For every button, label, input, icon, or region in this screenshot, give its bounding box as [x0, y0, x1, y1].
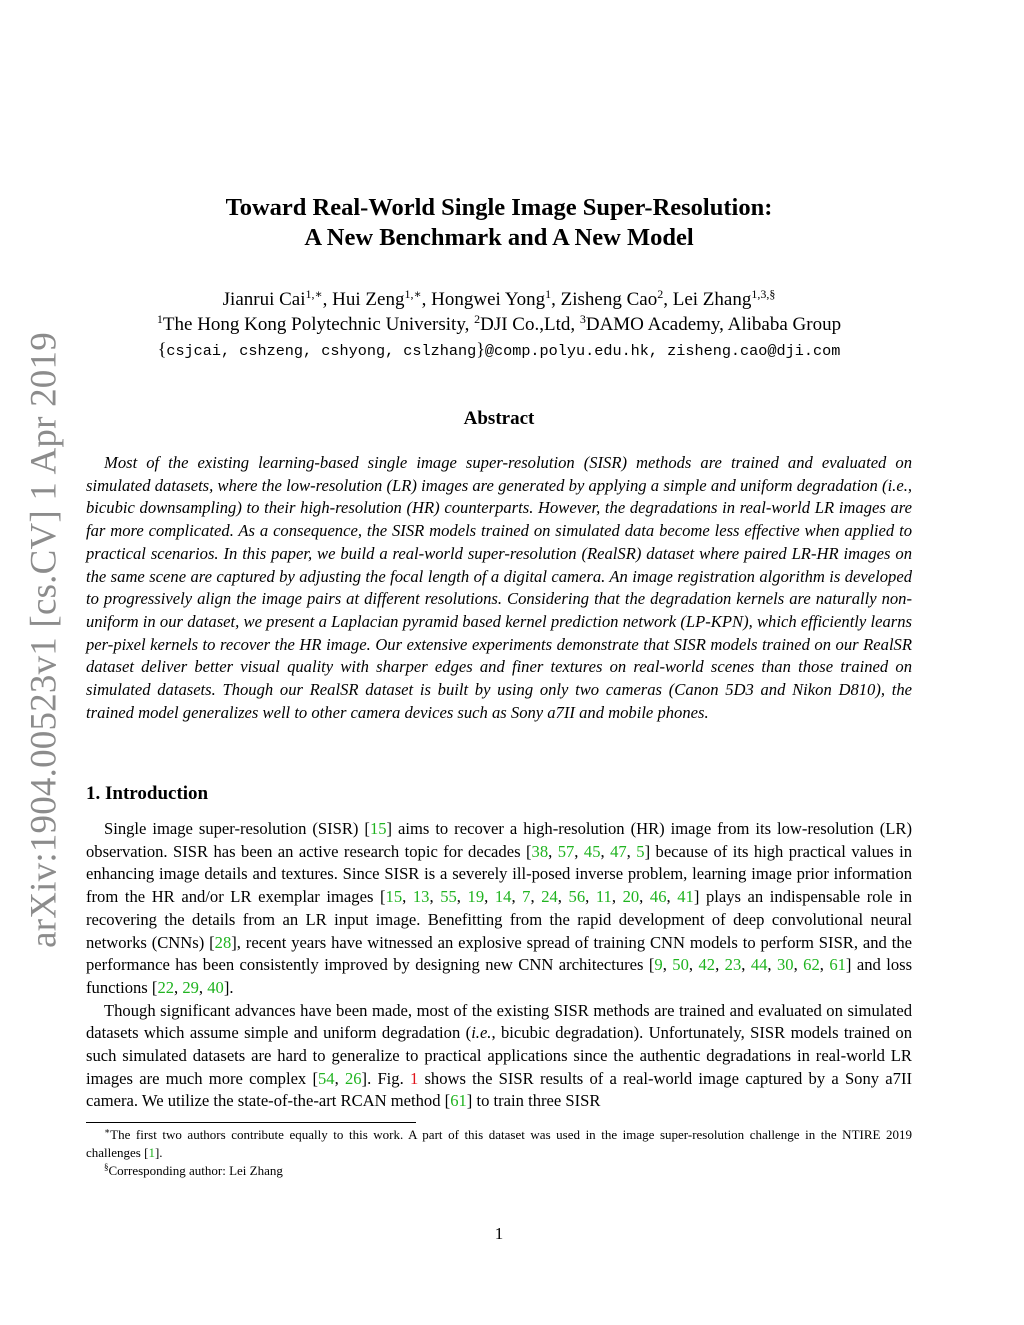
body-text: , [174, 977, 183, 997]
body-text: ]. Fig. [361, 1068, 410, 1088]
footnotes [86, 1126, 912, 1180]
author-affil-mark: 2 [657, 287, 664, 301]
affiliation: DAMO Academy, Alibaba Group [585, 314, 842, 335]
author-name: Zisheng Cao [560, 289, 658, 310]
citation-link[interactable]: 15 [385, 887, 403, 907]
email-users: csjcai, cshzeng, cshyong, cslzhang [166, 342, 477, 360]
body-text: , [600, 841, 611, 861]
abstract-text: Most of the existing learning-based single image super-resolution (SISR) methods are trained and evaluated on simulated datasets, where the low-resolution (LR) images are generated by applying a simple and uniform degradation (i.e., bicubic downsampling) to their high-resolution (HR) counterparts. However, the degradations in real-world LR images are far more complicated. As a consequence, the SISR models trained on simulated data become less effective when applied to practical scenarios. In this paper, we build a real-world super-resolution (RealSR) dataset where paired LR-HR images on the same scene are captured by adjusting the focal length of a digital camera. An image registration algorithm is developed to progressively align the image pairs at different resolutions. Considering that the degradation kernels are naturally non-uniform in our dataset, we present a Laplacian pyramid based kernel prediction network (LP-KPN), which efficiently learns per-pixel kernels to recover the HR image. Our extensive experiments demonstrate that SISR models trained on our RealSR dataset deliver better visual quality with sharper edges and finer textures on real-world scenes than those trained on simulated datasets. Though our RealSR dataset is built by using only two cameras (Canon 5D3 and Nikon D810), the trained model generalizes well to other camera devices such as Sony a7II and mobile phones. [86, 453, 912, 722]
body-text: Single image super-resolution (SISR) [ [104, 819, 370, 838]
body-text: , [793, 955, 804, 975]
body-text: , bicubic degradation). Unfortunately, SISR models trained on such simulated datasets are hard to generalize to practical applications since the authentic degradations in real-world LR images are much more complex [ [86, 1023, 912, 1088]
body-text: ] and loss functions [ [86, 955, 913, 997]
citation-link[interactable]: 22 [157, 977, 175, 997]
body-text: , [819, 955, 830, 975]
body-text: , [548, 841, 558, 861]
body-text: , [767, 955, 777, 975]
body-text: ], recent years have witnessed an explosive spread of training CNN models to perform SISR, and the performance has been consistently improved by designing new CNN architectures [ [86, 932, 912, 975]
author-affil-mark: 1 [545, 287, 552, 301]
author-list: Jianrui Cai$^{1,∗}$, Hui Zeng$^{1,∗}$, Hongwei Yong$^1$, Zisheng Cao$^2$, Lei Zhang$^{1,3,\S}$ [222, 287, 776, 310]
introduction-heading: 1. Introduction [86, 783, 209, 804]
email-domains: @comp.polyu.edu.hk, zisheng.cao@dji.com [484, 342, 841, 360]
body-text: , [557, 887, 569, 907]
email-close-brace: } [476, 339, 485, 359]
author-block [87, 287, 911, 337]
citation-link[interactable]: 1 [148, 1145, 155, 1160]
citation-link[interactable]: 13 [412, 887, 430, 907]
page-number: 1 [494, 1224, 504, 1243]
body-text: , [666, 887, 678, 907]
citation-link[interactable]: 29 [182, 977, 199, 997]
body-text: , [611, 887, 623, 907]
affiliation: The Hong Kong Polytechnic University, [162, 314, 470, 335]
body-text: ] aims to recover a high-resolution (HR) image from its low-resolution (LR) observation. SISR has been an active research topic for decades [ [86, 819, 912, 861]
footnote-divider [86, 1122, 416, 1123]
body-text: , [585, 887, 596, 907]
affiliation-mark: 3 [579, 312, 586, 326]
body-text: ] plays an indispensable role in recovering the details from an LR input image. Benefitting from the rapid development of deep convolutional neural networks (CNNs) [ [86, 887, 912, 952]
footnote-2 [86, 1162, 912, 1180]
footnote-text: ]. [154, 1145, 163, 1160]
footnote-text: Corresponding author: Lei Zhang [108, 1163, 283, 1178]
citation-link[interactable]: 9 [654, 955, 663, 975]
citation-link[interactable]: 15 [369, 819, 387, 838]
citation-link[interactable]: 11 [595, 887, 612, 907]
footnote-1 [86, 1126, 912, 1162]
citation-link[interactable]: 61 [450, 1091, 467, 1111]
citation-link[interactable]: 56 [568, 887, 586, 907]
citation-link[interactable]: 28 [214, 932, 232, 952]
author-affil-mark: 1,∗ [404, 287, 422, 301]
intro-paragraph-2 [86, 1000, 912, 1114]
body-text: Though significant advances have been made, most of the existing SISR methods are trained and evaluated on simulated datasets which assume simple and uniform degradation ( [86, 1000, 912, 1043]
arxiv-identifier: arXiv:1904.00523v1 [cs.CV] 1 Apr 2019 [23, 332, 65, 948]
footnote-mark: § [104, 1162, 109, 1172]
citation-link[interactable]: 54 [317, 1068, 335, 1088]
affiliation: DJI Co.,Ltd, [480, 314, 576, 335]
citation-link[interactable]: 55 [440, 887, 457, 907]
email-addresses [87, 339, 911, 360]
author-affil-mark: 1,3,§ [751, 287, 776, 301]
citation-link[interactable]: 26 [344, 1068, 362, 1088]
body-text: , [198, 977, 208, 997]
author-name: Hui Zeng [332, 289, 405, 310]
citation-link[interactable]: 57 [557, 841, 575, 861]
citation-link[interactable]: 46 [649, 887, 667, 907]
body-text: ]. [223, 977, 234, 997]
body-text: , [456, 887, 468, 907]
body-text: , [530, 887, 542, 907]
title-line-2: A New Benchmark and A New Model [304, 224, 694, 251]
abstract-heading: Abstract [463, 408, 535, 429]
citation-link[interactable]: 7 [522, 887, 531, 907]
body-text: , [688, 955, 699, 975]
paper-title [87, 193, 911, 253]
title-line-1: Toward Real-World Single Image Super-Resolution: [225, 194, 773, 221]
body-text: , [334, 1068, 345, 1088]
affiliation-mark: 1 [156, 312, 163, 326]
citation-link[interactable]: 5 [636, 841, 645, 861]
citation-link[interactable]: 41 [677, 887, 694, 907]
body-text: , [429, 887, 441, 907]
footnote-text: The first two authors contribute equally to this work. A part of this dataset was used in the image super-resolution challenge in the NTIRE 2019 challenges [ [86, 1127, 912, 1160]
body-text: , [402, 887, 413, 907]
citation-link[interactable]: 61 [829, 955, 846, 975]
footnote-mark: ∗ [104, 1126, 111, 1136]
citation-link[interactable]: 45 [583, 841, 601, 861]
citation-link[interactable]: 47 [610, 841, 627, 861]
body-text: , [662, 955, 673, 975]
body-text: , [511, 887, 523, 907]
author-name: Jianrui Cai [222, 289, 306, 310]
body-text: , [484, 887, 495, 907]
citation-link[interactable]: 30 [776, 955, 794, 975]
body-text: , [715, 955, 725, 975]
body-text: , [741, 955, 751, 975]
citation-link[interactable]: 14 [494, 887, 512, 907]
intro-paragraph-1 [86, 818, 912, 1000]
author-affil-mark: 1,∗ [305, 287, 323, 301]
email-open-brace: { [157, 339, 167, 359]
body-text: shows the SISR results of a real-world image captured by a Sony a7II camera. We utilize the state-of-the-art RCAN method [ [86, 1068, 912, 1111]
citation-link[interactable]: 50 [672, 955, 689, 975]
affiliation-list [87, 312, 911, 337]
citation-link[interactable]: 20 [622, 887, 640, 907]
citation-link[interactable]: 19 [467, 887, 485, 907]
citation-link[interactable]: 38 [531, 841, 549, 861]
italic-text: i.e. [471, 1023, 492, 1043]
citation-link[interactable]: 44 [750, 955, 768, 975]
body-text: ] because of its high practical values in enhancing image details and textures. Since SISR is a severely ill-posed inverse problem, learning image prior information from the HR and/or LR exemplar images [ [86, 841, 913, 907]
body-text: , [626, 841, 637, 861]
body-text: , [639, 887, 650, 907]
citation-link[interactable]: 42 [698, 955, 716, 975]
citation-link[interactable]: 40 [207, 977, 224, 997]
author-name: Hongwei Yong [431, 289, 546, 310]
body-text: , [574, 841, 584, 861]
citation-link[interactable]: 23 [724, 955, 742, 975]
introduction-body [86, 818, 912, 1113]
body-text: ] to train three SISR [466, 1091, 601, 1111]
citation-link[interactable]: 24 [541, 887, 558, 907]
figure-link[interactable]: 1 [409, 1068, 419, 1088]
author-name: Lei Zhang [672, 289, 752, 310]
affiliation-mark: 2 [474, 312, 481, 326]
citation-link[interactable]: 62 [803, 955, 820, 975]
